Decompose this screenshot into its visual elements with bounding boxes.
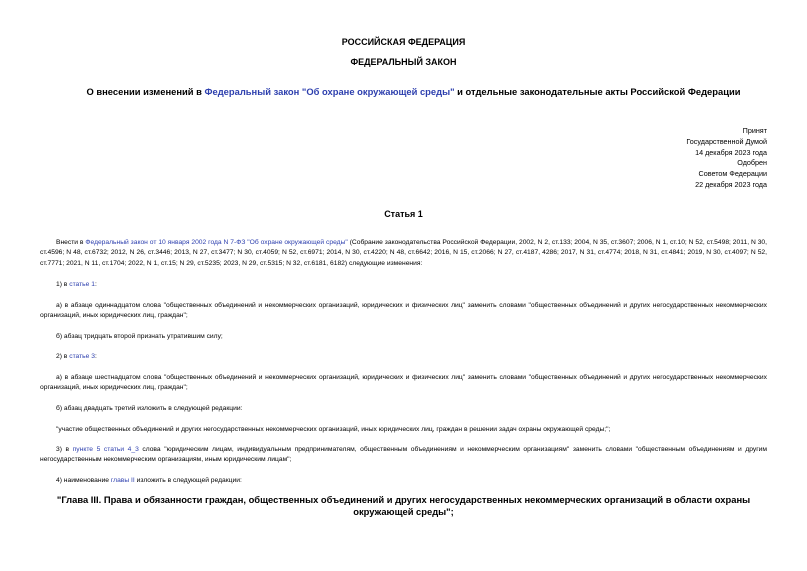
accepted-date: 14 декабря 2023 года xyxy=(695,147,767,157)
item-3-link[interactable]: пункте 5 статьи 4_3 xyxy=(72,446,139,453)
item-2-prefix: 2) в xyxy=(56,353,70,360)
item-2a: а) в абзаце шестнадцатом слова "общественных объединений и некоммерческих организаций, юридических и физических лиц" заменить словами "общественных объединений и других негосударственных некоммерческих организаций, иных юридических лиц, граждан"; xyxy=(40,374,767,392)
item-3 xyxy=(40,445,767,466)
item-2b: б) абзац двадцать третий изложить в следующей редакции: xyxy=(56,405,243,412)
law-title-link[interactable]: Федеральный закон "Об охране окружающей среды" xyxy=(204,86,455,97)
item-1a: а) в абзаце одиннадцатом слова "общественных объединений и некоммерческих организаций, юридических и физических лиц" заменить словами "общественных объединений и других негосударственных некоммерческих организаций, иных юридических лиц, граждан"; xyxy=(40,302,767,320)
federation-heading: РОССИЙСКАЯ ФЕДЕРАЦИЯ xyxy=(341,37,466,47)
intro-prefix: Внести в xyxy=(56,239,86,246)
item-1b: б) абзац тридцать второй признать утратившим силу; xyxy=(56,333,223,340)
intro-paragraph xyxy=(40,238,767,269)
item-2 xyxy=(40,352,767,362)
approved-date: 22 декабря 2023 года xyxy=(695,179,767,189)
item-4-prefix: 4) наименование xyxy=(56,477,111,484)
article-heading: Статья 1 xyxy=(384,209,423,219)
law-title-suffix: и отдельные законодательные акты Российской Федерации xyxy=(454,86,741,97)
item-2-link[interactable]: статье 3 xyxy=(69,353,95,360)
acceptance-block xyxy=(686,126,767,191)
law-title-prefix: О внесении изменений в xyxy=(86,86,205,97)
item-2-suffix: : xyxy=(94,353,97,360)
chapter-title: "Глава III. Права и обязанности граждан, общественных объединений и других негосударственных некоммерческих организаций в области охраны окружающей среды"; xyxy=(56,494,751,517)
law-title xyxy=(60,86,767,97)
law-type-heading: ФЕДЕРАЛЬНЫЙ ЗАКОН xyxy=(350,57,457,67)
item-2b-quote: "участие общественных объединений и других негосударственных некоммерческих организаций, иных юридических лиц, граждан в решении задач охраны окружающей среды;"; xyxy=(56,426,611,433)
approved-by: Советом Федерации xyxy=(698,169,767,179)
accepted-by: Государственной Думой xyxy=(686,136,767,146)
intro-law-link[interactable]: Федеральный закон от 10 января 2002 года N 7-ФЗ "Об охране окружающей среды" xyxy=(85,239,348,246)
item-4 xyxy=(40,476,767,486)
item-4-suffix: изложить в следующей редакции: xyxy=(134,477,242,484)
item-3-suffix: слова "юридическим лицам, индивидуальным предпринимателям, общественным объединениям и некоммерческим организациям" заменить словами "общественным объединениям и другим негосударственным некоммерческим организациям, иным юридическим лицам"; xyxy=(40,446,767,464)
item-4-link[interactable]: главы II xyxy=(110,477,135,484)
accepted-label: Принят xyxy=(742,126,767,135)
item-1-suffix: : xyxy=(94,281,97,288)
approved-label: Одобрен xyxy=(737,158,767,168)
intro-suffix: (Собрание законодательства Российской Федерации, 2002, N 2, ст.133; 2004, N 35, ст.3607; 2006, N 1, ст.10; N 52, ст.5498; 2011, N 30, ст.4596; N 48, ст.6732; 2012, N 26, ст.3446; 2013, N 27, ст.3477; N 30, ст.4059; N 52, ст.6971; 2014, N 30, ст.4220; N 48, ст.6642; 2016, N 15, ст.2066; N 27, ст.4187, 4286; 2017, N 31, ст.4774; 2018, N 31, ст.4841; 2019, N 30, ст.4097; N 52, ст.7771; 2021, N 11, ст.1704; 2022, N 1, ст.15; N 29, ст.5235; 2023, N 29, ст.5315; N 32, ст.6181, 6182) следующие изменения: xyxy=(40,239,767,267)
item-1-link[interactable]: статье 1 xyxy=(69,281,95,288)
item-3-prefix: 3) в xyxy=(56,446,73,453)
item-1 xyxy=(40,280,767,290)
item-1-prefix: 1) в xyxy=(56,281,70,288)
